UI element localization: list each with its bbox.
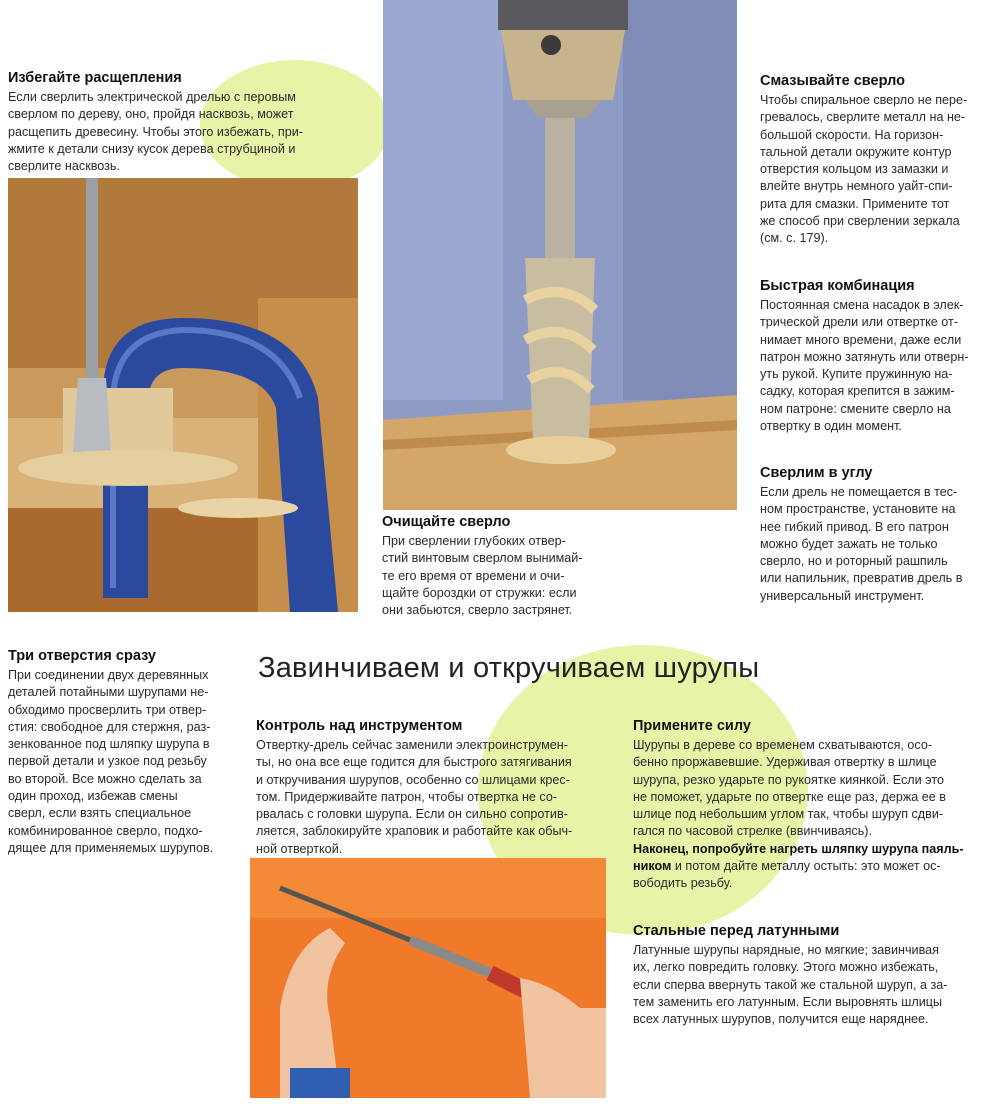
tip-body: При сверлении глубоких отвер- стий винтовым сверлом вынимай- те его время от времени и очи- щайте бороздки от стружки: если они забьются, сверло застрянет.	[382, 534, 583, 618]
tip-title: Избегайте расщепления	[8, 70, 182, 86]
section-title: Завинчиваем и откручиваем шурупы	[258, 652, 760, 684]
screwdriver-photo	[250, 858, 606, 1098]
drill-photo	[383, 0, 737, 510]
tip-body: Шурупы в дереве со временем схватываются, осо- бенно проржавевшие. Удерживая отвертку в шлице шурупа, резко ударьте по рукоятке киянкой. Если это не поможет, ударьте по отвертке еще раз, держа ее в шлице под небольшим углом так, чтобы шуруп сдви- гался по часовой стрелке (ввинчиваясь). Наконец, попробуйте нагреть шляпку шурупа паяль- ником и потом дайте металлу остыть: это может ос- вободить резьбу.	[633, 738, 964, 891]
clamp-photo	[8, 178, 358, 612]
tip-three-holes	[8, 648, 243, 857]
tip-title: Стальные перед латунными	[633, 923, 840, 939]
tip-body: При соединении двух деревянных деталей потайными шурупами не- обходимо просверлить три отвер- стия: свободное для стержня, раз- зенкованное под шляпку шурупа в первой детали и узкое под резьбу во второй. Все можно сделать за один проход, избежав смены сверл, если взять специальное комбинированное сверло, подхо- дящее для применяемых шурупов.	[8, 668, 214, 855]
tip-title: Сверлим в углу	[760, 465, 873, 481]
tip-title: Смазывайте сверло	[760, 73, 905, 89]
tip-body: Если сверлить электрической дрелью с перовым сверлом по дереву, оно, пройдя насквозь, может расщепить древесину. Чтобы этого избежать, при- жмите к детали снизу кусок дерева струбциной и сверлите насквозь.	[8, 90, 303, 174]
tip-title: Примените силу	[633, 718, 751, 734]
tip-title: Быстрая комбинация	[760, 278, 915, 294]
tip-body: Постоянная смена насадок в элек- трической дрели или отвертке от- нимает много времени, даже если патрон можно затянуть или отверн- уть рукой. Купите пружинную на- садку, которая крепится в зажим- ном патроне: смените сверло на отвертку в один момент.	[760, 298, 969, 434]
tip-body: Если дрель не помещается в тес- ном пространстве, установите на нее гибкий привод. В его патрон можно будет зажать не только сверло, но и роторный рашпиль или напильник, превратив дрель в универсальный инструмент.	[760, 485, 963, 603]
tip-apply-force	[633, 718, 995, 893]
tip-body: Чтобы спиральное сверло не пере- гревалось, сверлите металл на не- большой скорости. На горизон- тальной детали окружите контур отверстия кольцом из замазки и влейте внутрь немного уайт-спи- рита для смазки. Примените тот же способ при сверлении зеркала (см. с. 179).	[760, 93, 968, 246]
tip-corner	[760, 465, 995, 605]
tip-title: Очищайте сверло	[382, 514, 511, 530]
tip-splitting	[8, 70, 388, 175]
tip-title: Три отверстия сразу	[8, 648, 156, 664]
tip-quick-combination	[760, 278, 995, 435]
tip-control-tool	[256, 718, 616, 858]
tip-body: Отвертку-дрель сейчас заменили электроинструмен- ты, но она все еще годится для быстрого затягивания и откручивания шурупов, особенно со шлицами крес- том. Придерживайте патрон, чтобы отвертка не со- рвалась с головки шурупа. Если он сильно сопротив- ляется, заблокируйте храповик и работайте как обыч- ной отверткой.	[256, 738, 573, 856]
tip-title: Контроль над инструментом	[256, 718, 463, 734]
tip-body: Латунные шурупы нарядные, но мягкие; завинчивая их, легко повредить головку. Этого можно избежать, если сперва ввернуть такой же стальной шуруп, а за- тем заменить его латунным. Если выровнять шлицы всех латунных шурупов, получится еще наряднее.	[633, 943, 948, 1027]
tip-steel-before-brass	[633, 923, 995, 1028]
tip-lubricate	[760, 73, 995, 248]
tip-clean-bit	[382, 514, 622, 619]
